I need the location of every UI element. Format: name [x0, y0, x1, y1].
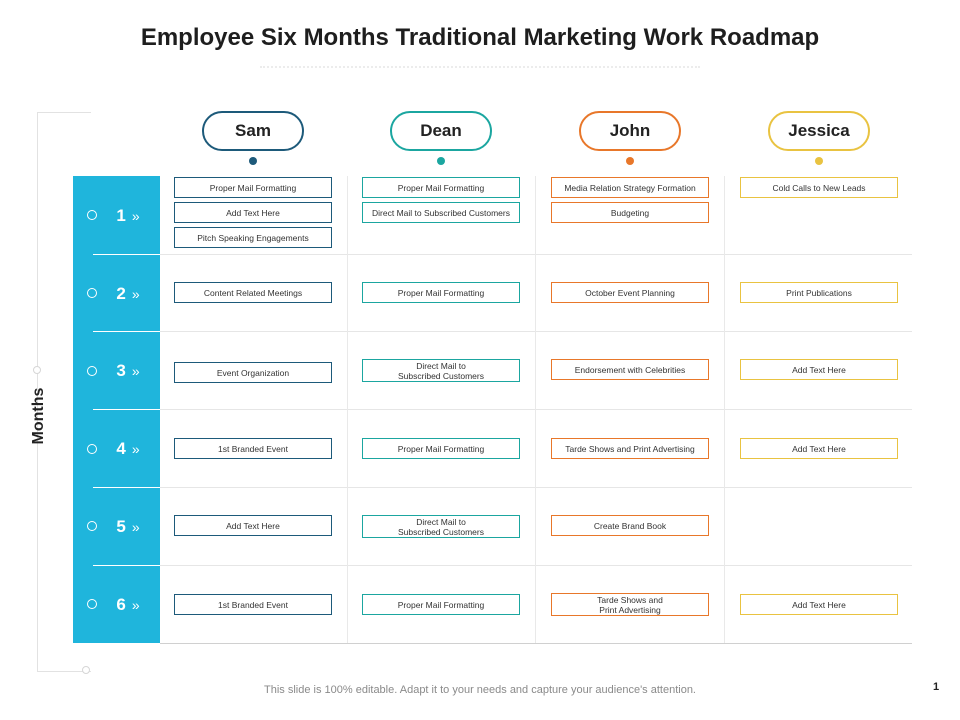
- person-dot-sam: [249, 157, 257, 165]
- column-grid-line: [724, 176, 725, 643]
- task-box-sam: Pitch Speaking Engagements: [174, 227, 332, 248]
- task-box-dean: Proper Mail Formatting: [362, 177, 520, 198]
- person-dot-john: [626, 157, 634, 165]
- chevron-right-icon: »: [131, 518, 137, 535]
- month-label-2: [93, 255, 160, 332]
- person-name: Dean: [420, 121, 462, 140]
- task-box-sam: Proper Mail Formatting: [174, 177, 332, 198]
- person-pill-dean: [390, 111, 492, 151]
- side-strip: [73, 176, 93, 643]
- person-name: Jessica: [788, 121, 850, 140]
- month-number: 3: [116, 360, 126, 380]
- page-number: 1: [932, 681, 940, 693]
- person-pill-sam: [202, 111, 304, 151]
- task-box-dean: Proper Mail Formatting: [362, 438, 520, 459]
- month-label-1: [93, 177, 160, 254]
- chevron-right-icon: »: [131, 207, 137, 224]
- task-box-jessica: Add Text Here: [740, 438, 898, 459]
- task-box-sam: 1st Branded Event: [174, 594, 332, 615]
- timeline-node-icon: [87, 599, 97, 609]
- person-pill-jessica: [768, 111, 870, 151]
- row-grid-line: [160, 409, 912, 410]
- task-box-dean: Proper Mail Formatting: [362, 282, 520, 303]
- person-name: Sam: [235, 121, 271, 140]
- task-box-sam: 1st Branded Event: [174, 438, 332, 459]
- task-box-dean: [362, 359, 520, 382]
- months-axis-label: Months: [30, 387, 47, 445]
- month-label-4: [93, 410, 160, 487]
- task-text-line: Subscribed Customers: [398, 526, 484, 537]
- month-label-3: [93, 332, 160, 409]
- row-grid-line: [160, 643, 912, 644]
- task-box-sam: Event Organization: [174, 362, 332, 383]
- task-text-line: Print Advertising: [599, 604, 661, 615]
- task-box-john: Create Brand Book: [551, 515, 709, 536]
- page-title: Employee Six Months Traditional Marketing Work Roadmap: [140, 24, 820, 51]
- chevron-right-icon: »: [131, 362, 137, 379]
- task-box-sam: Content Related Meetings: [174, 282, 332, 303]
- timeline-node-icon: [87, 288, 97, 298]
- person-dot-jessica: [815, 157, 823, 165]
- timeline-node-icon: [87, 444, 97, 454]
- month-number: 1: [116, 205, 126, 225]
- month-number: 6: [116, 594, 126, 614]
- task-box-sam: Add Text Here: [174, 202, 332, 223]
- bracket-node-icon: [33, 366, 41, 374]
- timeline-node-icon: [87, 210, 97, 220]
- task-box-jessica: Print Publications: [740, 282, 898, 303]
- task-text-line: Subscribed Customers: [398, 370, 484, 381]
- footer-note: This slide is 100% editable. Adapt it to your needs and capture your audience's attention.: [264, 684, 696, 696]
- task-box-dean: Proper Mail Formatting: [362, 594, 520, 615]
- task-box-john: Media Relation Strategy Formation: [551, 177, 709, 198]
- chevron-right-icon: »: [131, 596, 137, 613]
- task-text-line: Tarde Shows and: [597, 594, 663, 605]
- month-number: 4: [116, 438, 126, 458]
- task-box-jessica: Add Text Here: [740, 594, 898, 615]
- title-divider: [260, 66, 700, 68]
- person-dot-dean: [437, 157, 445, 165]
- row-grid-line: [160, 487, 912, 488]
- task-box-john: Endorsement with Celebrities: [551, 359, 709, 380]
- column-grid-line: [535, 176, 536, 643]
- row-grid-line: [160, 565, 912, 566]
- task-box-sam: Add Text Here: [174, 515, 332, 536]
- person-pill-john: [579, 111, 681, 151]
- timeline-node-icon: [87, 521, 97, 531]
- task-text-line: Direct Mail to: [416, 360, 466, 371]
- month-label-5: [93, 488, 160, 565]
- task-box-john: [551, 593, 709, 616]
- task-box-john: Budgeting: [551, 202, 709, 223]
- task-box-john: Tarde Shows and Print Advertising: [551, 438, 709, 459]
- task-box-dean: [362, 515, 520, 538]
- person-name: John: [609, 121, 651, 140]
- month-label-6: [93, 566, 160, 643]
- column-grid-line: [347, 176, 348, 643]
- bracket-node-icon: [82, 666, 90, 674]
- chevron-right-icon: »: [131, 285, 137, 302]
- task-box-jessica: Add Text Here: [740, 359, 898, 380]
- month-number: 5: [116, 516, 126, 536]
- task-text-line: Direct Mail to: [416, 516, 466, 527]
- row-grid-line: [160, 331, 912, 332]
- timeline-node-icon: [87, 366, 97, 376]
- chevron-right-icon: »: [131, 440, 137, 457]
- task-box-jessica: Cold Calls to New Leads: [740, 177, 898, 198]
- row-grid-line: [160, 254, 912, 255]
- task-box-dean: Direct Mail to Subscribed Customers: [362, 202, 520, 223]
- month-number: 2: [116, 283, 126, 303]
- task-box-john: October Event Planning: [551, 282, 709, 303]
